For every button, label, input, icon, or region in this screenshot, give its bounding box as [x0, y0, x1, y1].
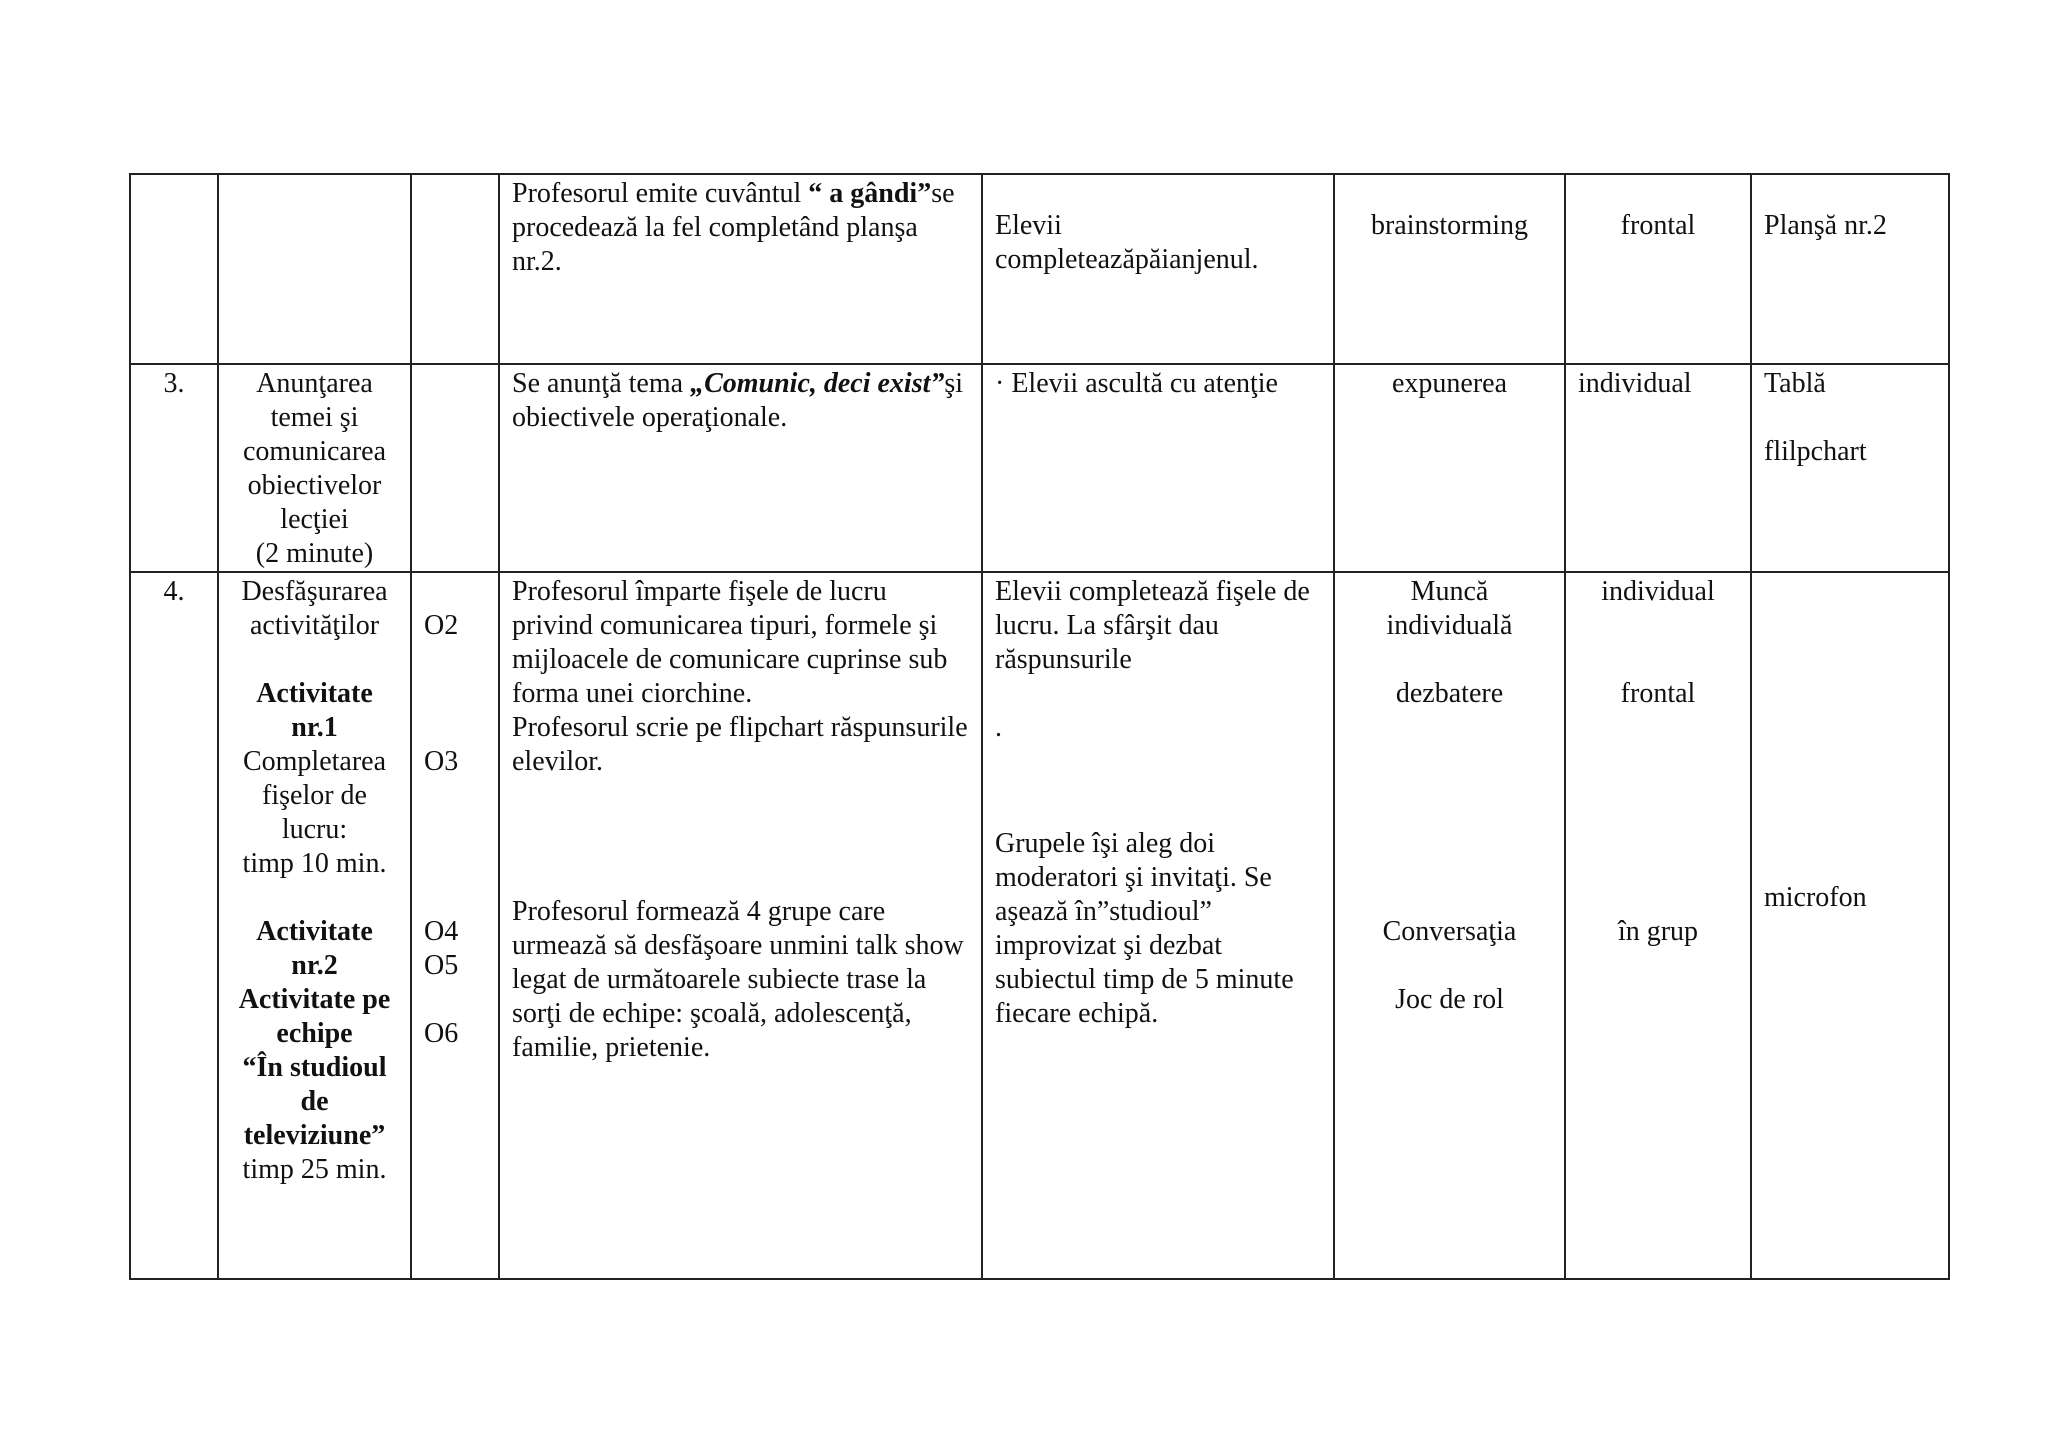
- method-text: Joc de rol: [1395, 984, 1504, 1015]
- activity-title: Activitate: [256, 916, 373, 947]
- resource-text: microfon: [1764, 882, 1867, 913]
- cell-methods: [1334, 174, 1565, 364]
- objective-code: O4: [424, 916, 459, 947]
- organization-text: frontal: [1620, 210, 1696, 241]
- cell-methods: [1334, 364, 1565, 572]
- stage-text: lucru:: [281, 814, 348, 845]
- method-text: brainstorming: [1370, 210, 1529, 241]
- student-text: .: [995, 712, 1002, 743]
- stage-text: (2 minute): [255, 538, 374, 569]
- student-text: Grupele îşi aleg doi moderatori şi invitaţi. Se aşează în”studioul” improvizat şi dezbat subiectul timp de 5 minute fiecare echipă.: [995, 828, 1294, 1029]
- cell-objectives: [411, 572, 499, 1279]
- activity-title: Activitate pe: [238, 984, 391, 1015]
- activity-title: nr.2: [291, 950, 338, 981]
- student-text: · Elevii ascultă cu atenţie: [995, 368, 1278, 399]
- objective-code: O3: [424, 746, 459, 777]
- stage-text: Anunţarea: [256, 368, 373, 399]
- stage-text: timp 25 min.: [242, 1154, 387, 1185]
- teacher-keyword: “ a gândi”: [808, 178, 932, 209]
- cell-organization: [1565, 174, 1751, 364]
- teacher-text: Profesorul împarte fişele de lucru privind comunicarea tipuri, formele şi mijloacele de comunicare cuprinse sub forma unei ciorchine.: [512, 576, 948, 709]
- teacher-text: Se anunţă tema: [512, 368, 691, 399]
- cell-nr: [130, 572, 218, 1279]
- activity-title: de: [300, 1086, 329, 1117]
- method-text: Conversaţia: [1382, 916, 1517, 947]
- cell-resources: [1751, 364, 1949, 572]
- stage-text: comunicarea: [242, 436, 387, 467]
- activity-title: “În studioul: [242, 1052, 387, 1083]
- objective-code: O2: [424, 610, 459, 641]
- teacher-text: Profesorul scrie pe flipchart răspunsurile elevilor.: [512, 712, 968, 777]
- cell-teacher-activity: [499, 174, 982, 364]
- stage-text: timp 10 min.: [242, 848, 387, 879]
- stage-text: Desfăşurarea: [241, 576, 388, 607]
- organization-text: individual: [1601, 576, 1715, 607]
- cell-organization: [1565, 572, 1751, 1279]
- cell-nr: [130, 364, 218, 572]
- row-number: 4.: [163, 576, 185, 607]
- row-number: 3.: [163, 368, 185, 399]
- stage-text: fişelor de: [262, 780, 367, 811]
- cell-teacher-activity: [499, 572, 982, 1279]
- stage-text: temei şi: [270, 402, 359, 433]
- teacher-text: Profesorul emite cuvântul: [512, 178, 809, 209]
- student-text: Elevii completează fişele de lucru. La sfârşit dau răspunsurile: [995, 576, 1310, 675]
- resource-text: flilpchart: [1764, 436, 1867, 467]
- activity-title: Activitate: [256, 678, 373, 709]
- student-text: Elevii: [995, 210, 1062, 241]
- cell-nr: [130, 174, 218, 364]
- teacher-text: Profesorul formează 4 grupe care urmează să desfăşoare unmini talk show legat de următoarele subiecte trase la sorţi de echipe: şcoală, adolescenţă, familie, prietenie.: [512, 896, 964, 1063]
- cell-stage: [218, 364, 411, 572]
- cell-objectives: [411, 174, 499, 364]
- cell-stage: [218, 572, 411, 1279]
- organization-text: în grup: [1617, 916, 1699, 947]
- organization-text: individual: [1578, 368, 1692, 399]
- cell-student-activity: [982, 174, 1334, 364]
- stage-text: obiectivelor: [247, 470, 382, 501]
- cell-objectives: [411, 364, 499, 572]
- resource-text: Planşă nr.2: [1764, 210, 1887, 241]
- activity-title: nr.1: [291, 712, 338, 743]
- resource-text: Tablă: [1764, 368, 1826, 399]
- cell-organization: [1565, 364, 1751, 572]
- activity-title: echipe: [276, 1018, 353, 1049]
- cell-resources: [1751, 174, 1949, 364]
- objective-code: O6: [424, 1018, 459, 1049]
- cell-stage: [218, 174, 411, 364]
- table-row: [130, 572, 1949, 1279]
- activity-title: televiziune”: [243, 1120, 386, 1151]
- cell-methods: [1334, 572, 1565, 1279]
- teacher-text: se procedează la fel completând planşa nr.2.: [512, 178, 955, 277]
- method-text: dezbatere: [1395, 678, 1504, 709]
- method-text: individuală: [1386, 610, 1513, 641]
- method-text: expunerea: [1391, 368, 1508, 399]
- objective-code: O5: [424, 950, 459, 981]
- stage-text: lecţiei: [280, 504, 349, 535]
- stage-text: activităţilor: [249, 610, 380, 641]
- lesson-plan-table: [129, 173, 1950, 1280]
- stage-text: Completarea: [242, 746, 387, 777]
- cell-resources: [1751, 572, 1949, 1279]
- lesson-theme: „Comunic, deci exist”: [690, 368, 945, 399]
- cell-student-activity: [982, 572, 1334, 1279]
- organization-text: frontal: [1620, 678, 1696, 709]
- table-row: [130, 364, 1949, 572]
- cell-teacher-activity: [499, 364, 982, 572]
- cell-student-activity: [982, 364, 1334, 572]
- method-text: Muncă: [1410, 576, 1489, 607]
- student-text: completeazăpăianjenul.: [995, 244, 1259, 275]
- table-row: [130, 174, 1949, 364]
- teacher-text: şi obiectivele operaţionale.: [512, 368, 964, 433]
